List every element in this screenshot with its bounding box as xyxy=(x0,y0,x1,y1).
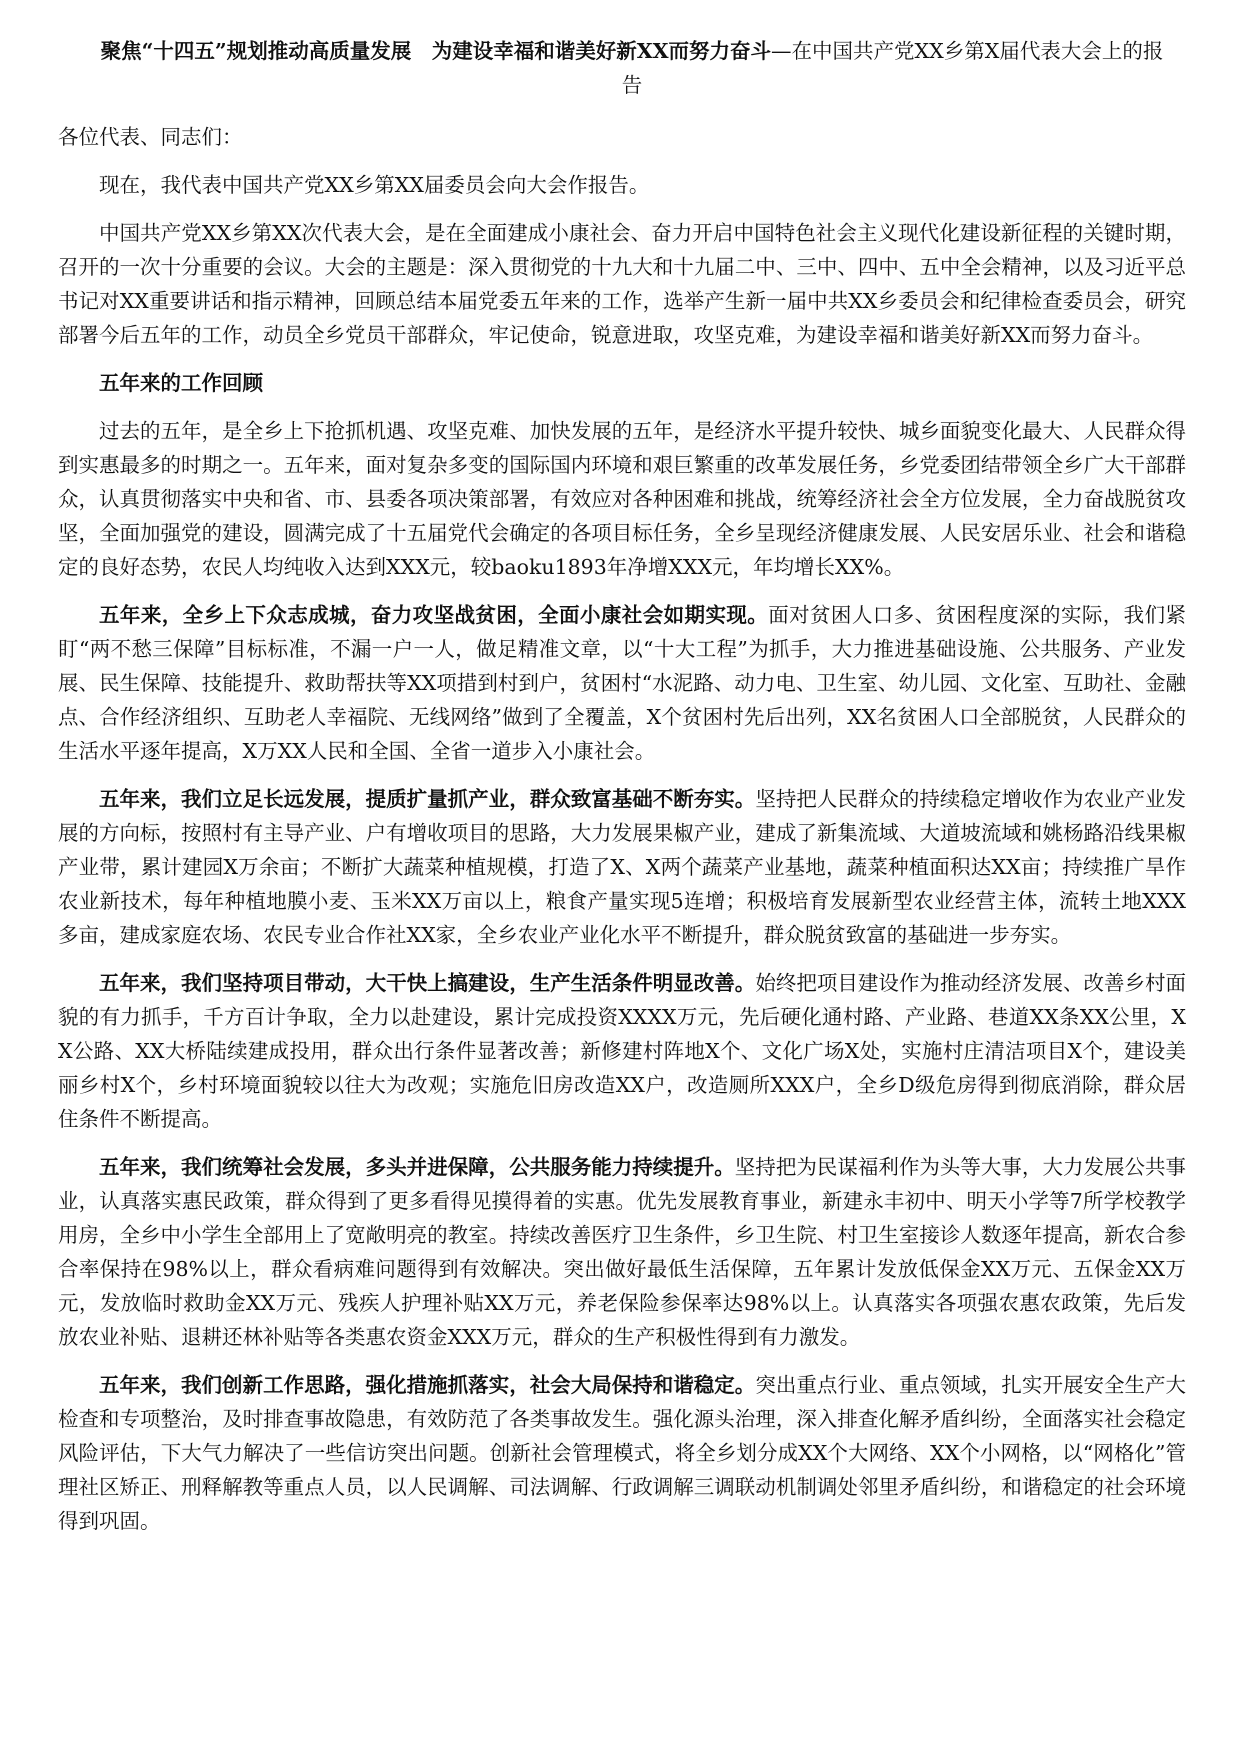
paragraph-body: 面对贫困人口多、贫困程度深的实际，我们紧盯“两不愁三保障”目标标准，不漏一户一人，做足精准文章，以“十大工程”为抓手，大力推进基础设施、公共服务、产业发展、民生保障、技能提升、救助帮扶等XX项措到村到户，贫困村“水泥路、动力电、卫生室、幼儿园、文化室、互助社、金融点、合作经济组织、互助老人幸福院、无线网络”做到了全覆盖，X个贫困村先后出列，XX名贫困人口全部脱贫，人民群众的生活水平逐年提高，X万XX人民和全国、全省一道步入小康社会。 xyxy=(58,603,1187,763)
achievement-paragraph xyxy=(58,1368,1186,1538)
section-heading: 五年来的工作回顾 xyxy=(99,371,263,395)
salutation: 各位代表、同志们： xyxy=(58,125,243,149)
paragraph-body: 始终把项目建设作为推动经济发展、改善乡村面貌的有力抓手，千方百计争取，全力以赴建设，累计完成投资XXXX万元，先后硬化通村路、产业路、巷道XX条XX公里，XX公路、XX大桥陆续建成投用，群众出行条件显著改善；新修建村阵地X个、文化广场X处，实施村庄清洁项目X个，建设美丽乡村X个，乡村环境面貌较以往大为改观；实施危旧房改造XX户，改造厕所XXX户，全乡D级危房得到彻底消除，群众居住条件不断提高。 xyxy=(58,971,1187,1131)
intro-paragraph: 现在，我代表中国共产党XX乡第XX届委员会向大会作报告。 xyxy=(99,173,650,197)
paragraph-lead: 五年来，我们统筹社会发展，多头并进保障，公共服务能力持续提升。 xyxy=(99,1155,735,1179)
paragraph-lead: 五年来，我们创新工作思路，强化措施抓落实，社会大局保持和谐稳定。 xyxy=(99,1373,756,1397)
paragraph-lead: 五年来，我们立足长远发展，提质扩量抓产业，群众致富基础不断夯实。 xyxy=(99,787,756,811)
paragraph-lead: 五年来，全乡上下众志成城，奋力攻坚战贫困，全面小康社会如期实现。 xyxy=(99,603,769,627)
achievement-paragraph xyxy=(58,1150,1186,1354)
title-main: 聚焦“十四五”规划推动高质量发展 为建设幸福和谐美好新XX而努力奋斗 xyxy=(100,39,772,63)
meeting-theme-paragraph: 中国共产党XX乡第XX次代表大会，是在全面建成小康社会、奋力开启中国特色社会主义现代化建设新征程的关键时期，召开的一次十分重要的会议。大会的主题是：深入贯彻党的十九大和十九届二中、三中、四中、五中全会精神，以及习近平总书记对XX重要讲话和指示精神，回顾总结本届党委五年来的工作，选举产生新一届中共XX乡委员会和纪律检查委员会，研究部署今后五年的工作，动员全乡党员干部群众，牢记使命，锐意进取，攻坚克难，为建设幸福和谐美好新XX而努力奋斗。 xyxy=(58,221,1186,347)
achievement-paragraph xyxy=(58,966,1186,1136)
review-paragraph: 过去的五年，是全乡上下抢抓机遇、攻坚克难、加快发展的五年，是经济水平提升较快、城乡面貌变化最大、人民群众得到实惠最多的时期之一。五年来，面对复杂多变的国际国内环境和艰巨繁重的改革发展任务，乡党委团结带领全乡广大干部群众，认真贯彻落实中央和省、市、县委各项决策部署，有效应对各种困难和挑战，统筹经济社会全方位发展，全力奋战脱贫攻坚，全面加强党的建设，圆满完成了十五届党代会确定的各项目标任务，全乡呈现经济健康发展、人民安居乐业、社会和谐稳定的良好态势，农民人均纯收入达到XXX元，较baoku1893年净增XXX元，年均增长XX%。 xyxy=(58,419,1186,579)
paragraph-body: 突出重点行业、重点领域，扎实开展安全生产大检查和专项整治，及时排查事故隐患，有效防范了各类事故发生。强化源头治理，深入排查化解矛盾纠纷，全面落实社会稳定风险评估，下大气力解决了一些信访突出问题。创新社会管理模式，将全乡划分成XX个大网络、XX个小网格，以“网格化”管理社区矫正、刑释解教等重点人员，以人民调解、司法调解、行政调解三调联动机制调处邻里矛盾纠纷，和谐稳定的社会环境得到巩固。 xyxy=(58,1373,1187,1533)
paragraph-body: 坚持把为民谋福利作为头等大事，大力发展公共事业，认真落实惠民政策，群众得到了更多看得见摸得着的实惠。优先发展教育事业，新建永丰初中、明天小学等7所学校教学用房，全乡中小学生全部用上了宽敞明亮的教室。持续改善医疗卫生条件，乡卫生院、村卫生室接诊人数逐年提高，新农合参合率保持在98%以上，群众看病难问题得到有效解决。突出做好最低生活保障，五年累计发放低保金XX万元、五保金XX万元，发放临时救助金XX万元、残疾人护理补贴XX万元，养老保险参保率达98%以上。认真落实各项强农惠农政策，先后发放农业补贴、退耕还林补贴等各类惠农资金XXX万元，群众的生产积极性得到有力激发。 xyxy=(58,1155,1186,1349)
achievement-paragraph xyxy=(58,782,1186,952)
paragraph-body: 坚持把人民群众的持续稳定增收作为农业产业发展的方向标，按照村有主导产业、户有增收项目的思路，大力发展果椒产业，建成了新集流域、大道坡流域和姚杨路沿线果椒产业带，累计建园X万余亩；不断扩大蔬菜种植规模，打造了X、X两个蔬菜产业基地，蔬菜种植面积达XX亩；持续推广旱作农业新技术，每年种植地膜小麦、玉米XX万亩以上，粮食产量实现5连增；积极培育发展新型农业经营主体，流转土地XXX多亩，建成家庭农场、农民专业合作社XX家，全乡农业产业化水平不断提升，群众脱贫致富的基础进一步夯实。 xyxy=(58,787,1187,947)
document-page xyxy=(58,34,1186,1552)
paragraph-lead: 五年来，我们坚持项目带动，大干快上搞建设，生产生活条件明显改善。 xyxy=(99,971,756,995)
document-title xyxy=(58,34,1186,102)
title-sub: —在中国共产党XX乡第X届代表大会上的报告 xyxy=(621,39,1164,97)
achievement-paragraph xyxy=(58,598,1186,768)
